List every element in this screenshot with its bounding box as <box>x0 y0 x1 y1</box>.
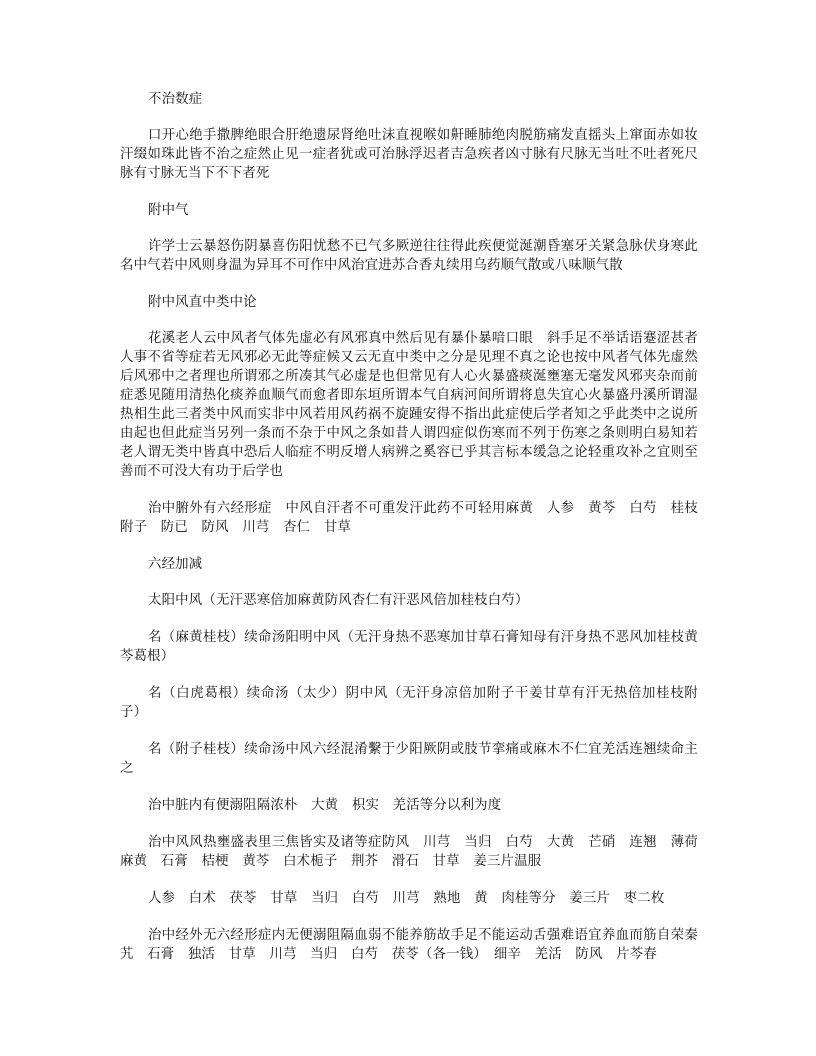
paragraph-zhi-zhongfu: 治中腑外有六经形症 中风自汗者不可重发汗此药不可轻用麻黄 人参 黄芩 白芍 桂枝 附子 防已 防风 川芎 杏仁 甘草 <box>120 501 712 535</box>
paragraph-renshen-formula: 人参 白术 茯苓 甘草 当归 白芍 川芎 熟地 黄 肉桂等分 姜三片 枣二枚 <box>148 891 665 906</box>
heading-buzhi-shuzheng: 不治数症 <box>148 92 203 107</box>
paragraph-buzhi-body: 口开心绝手撒脾绝眼合肝绝遗尿肾绝吐沫直视喉如鼾睡肺绝肉脱筋痛发直摇头上窜面赤如妆汗缀如珠此皆不治之症然止见一症者犹或可治脉浮迟者吉急疾者凶寸脉有尺脉无当吐不吐者死尺脉有寸脉无当下不下者死 <box>120 128 698 181</box>
paragraph-taiyang: 太阳中风（无汗恶寒倍加麻黄防风杏仁有汗恶风倍加桂枝白芍） <box>148 593 529 608</box>
heading-zhongfeng-zhilei-lun: 附中风直中类中论 <box>148 295 257 310</box>
paragraph-zhongqi-body: 许学士云暴怒伤阴暴喜伤阳忧愁不已气多厥逆往往得此疾便觉涎潮昏塞牙关紧急脉伏身寒此名中气若中风则身温为异耳不可作中风治宜进苏合香丸续用乌药顺气散或八味顺气散 <box>120 239 698 273</box>
heading-liujing-jiajian: 六经加减 <box>148 557 203 572</box>
paragraph-zhi-zhongzang: 治中脏内有便溺阻隔浓朴 大黄 枳实 羌活等分以利为度 <box>148 798 502 813</box>
paragraph-baihu-gegen: 名（白虎葛根）续命汤（太少）阴中风（无汗身凉倍加附子干姜甘草有汗无热倍加桂枝附子） <box>120 686 698 720</box>
paragraph-zhi-fengre: 治中风风热壅盛表里三焦皆实及诸等症防风 川芎 当归 白芍 大黄 芒硝 连翘 薄荷 麻黄 石膏 桔梗 黄芩 白术栀子 荆芥 滑石 甘草 姜三片温服 <box>120 835 712 869</box>
paragraph-fuzi-guizhi: 名（附子桂枝）续命汤中风六经混淆繫于少阳厥阴或肢节挛痛或麻木不仁宜羌活连翘续命主之 <box>120 742 698 776</box>
paragraph-mahuang-guizhi: 名（麻黄桂枝）续命汤阳明中风（无汗身热不恶寒加甘草石膏知母有汗身热不恶风加桂枝黄芩葛根） <box>120 630 698 664</box>
paragraph-huaxi-body: 花溪老人云中风者气体先虚必有风邪真中然后见有暴仆暴喑口眼 斜手足不举话语蹇涩甚者人事不省等症若无风邪必无此等症候又云无直中类中之分是见理不真之论也按中风者气体先虚然后风邪中之者理也所谓邪之所凑其气必虚是也但常见有人心火暴盛痰涎壅塞无毫发风邪夹杂而前症悉见随用清热化痰养血顺气而愈者即东垣所谓本气自病河间所谓将息失宜心火暴盛丹溪所谓湿热相生此三者类中风而实非中风若用风药祸不旋踵安得不指出此症使后学者知之乎此类中之说所由起也但此症当另列一条而不杂于中风之条如昔人谓四症似伤寒而不列于伤寒之条则明白易知若老人谓无类中皆真中恐后人临症不明反增人病辨之奚容已乎其言标本缓急之论轻重攻补之宜则至善而不可没大有功于后学也 <box>120 331 698 479</box>
paragraph-zhi-zhongjing: 治中经外无六经形症内无便溺阻隔血弱不能养筋故手足不能运动舌强难语宜养血而筋自荣秦艽 石膏 独活 甘草 川芎 当归 白芍 茯苓（各一钱） 细辛 羌活 防风 片芩春 <box>120 928 698 962</box>
heading-fu-zhongqi: 附中气 <box>148 203 189 218</box>
